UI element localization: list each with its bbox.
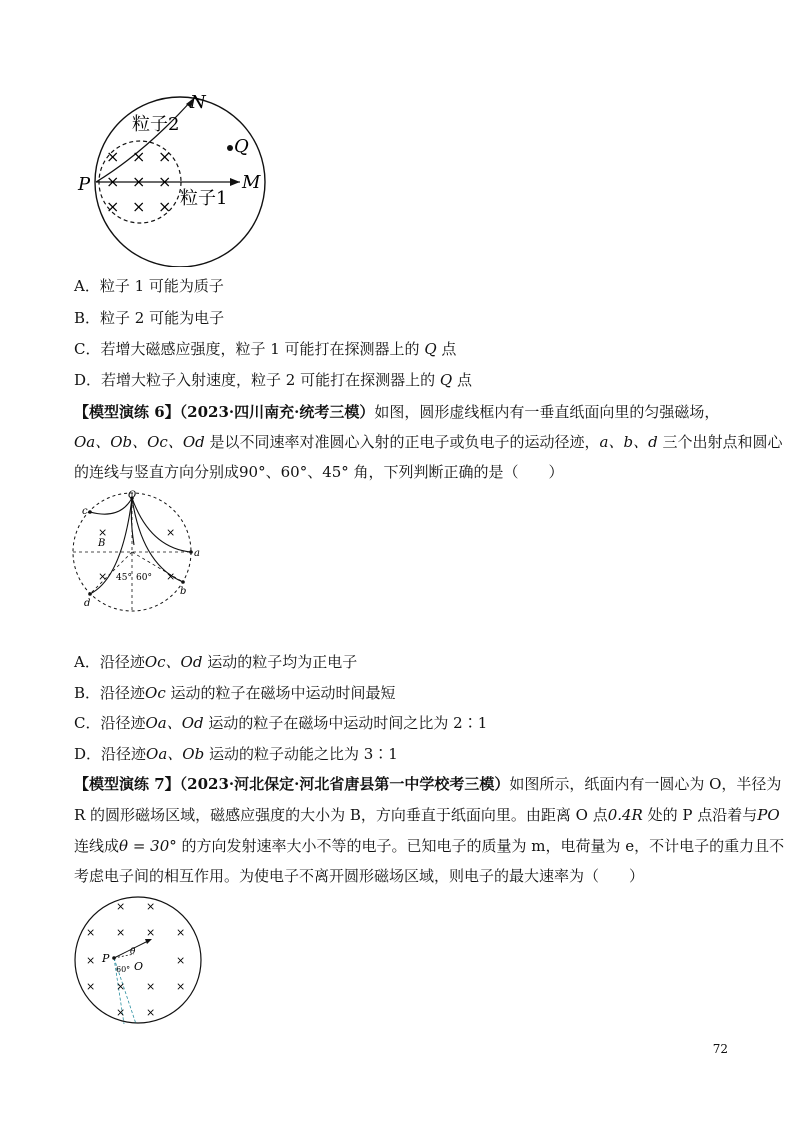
- q7-line3: 连线成θ = 30° 的方向发射速率大小不等的电子。已知电子的质量为 m，电荷量为 e，不计电子的重力且不: [74, 837, 785, 855]
- q5-option-a: A．粒子 1 可能为质子: [74, 277, 224, 295]
- label-M: M: [242, 172, 261, 193]
- svg-text:×: ×: [158, 172, 172, 191]
- q7-line2: R 的圆形磁场区域，磁感应强度的大小为 B，方向垂直于纸面向里。由距离 O 点0.4R 处的 P 点沿着与PO: [74, 806, 780, 824]
- svg-text:×: ×: [106, 147, 120, 166]
- svg-text:×: ×: [176, 980, 186, 993]
- label-particle2: 粒子2: [132, 114, 180, 135]
- svg-text:×: ×: [106, 197, 120, 216]
- svg-text:×: ×: [98, 526, 108, 539]
- q6-option-d: D．沿径迹Oa、Ob 运动的粒子动能之比为 3∶1: [74, 745, 398, 763]
- svg-text:O: O: [134, 960, 144, 973]
- q6-option-c: C．沿径迹Oa、Od 运动的粒子在磁场中运动时间之比为 2∶1: [74, 714, 488, 732]
- svg-text:d: d: [84, 598, 91, 609]
- svg-text:a: a: [194, 548, 200, 559]
- label-particle1: 粒子1: [180, 188, 228, 209]
- svg-text:P: P: [102, 952, 110, 965]
- svg-text:×: ×: [146, 1006, 156, 1019]
- svg-text:c: c: [82, 506, 88, 517]
- svg-text:×: ×: [98, 570, 108, 583]
- q7-line1: 【模型演练 7】（2023·河北保定·河北省唐县第一中学校考三模）如图所示，纸面内有一圆心为 O，半径为: [74, 775, 782, 793]
- svg-text:×: ×: [86, 926, 96, 939]
- q7-line4: 考虑电子间的相互作用。为使电子不离开圆形磁场区域，则电子的最大速率为（ ）: [74, 867, 645, 885]
- svg-text:b: b: [180, 586, 187, 597]
- svg-text:×: ×: [132, 172, 146, 191]
- q6-line1: 【模型演练 6】（2023·四川南充·统考三模）如图，圆形虚线框内有一垂直纸面向里的匀强磁场，: [74, 403, 720, 421]
- svg-text:×: ×: [86, 980, 96, 993]
- q5-option-d: D．若增大粒子入射速度，粒子 2 可能打在探测器上的 Q 点: [74, 371, 472, 389]
- svg-text:×: ×: [158, 197, 172, 216]
- page-number: 72: [712, 1042, 728, 1056]
- svg-text:×: ×: [158, 147, 172, 166]
- svg-text:×: ×: [116, 1006, 126, 1019]
- q6-line3: 的连线与竖直方向分别成90°、60°、45° 角，下列判断正确的是（ ）: [74, 463, 564, 481]
- svg-text:×: ×: [116, 900, 126, 913]
- svg-text:×: ×: [146, 900, 156, 913]
- q6-option-a: A．沿径迹Oc、Od 运动的粒子均为正电子: [74, 653, 358, 671]
- svg-text:×: ×: [166, 526, 176, 539]
- svg-text:60°: 60°: [116, 965, 131, 974]
- q5-option-c: C．若增大磁感应强度，粒子 1 可能打在探测器上的 Q 点: [74, 340, 457, 358]
- svg-text:×: ×: [146, 980, 156, 993]
- svg-text:×: ×: [106, 172, 120, 191]
- svg-text:θ: θ: [130, 947, 136, 957]
- figure-particle-detector: [70, 92, 280, 267]
- figure-circular-field: [72, 894, 204, 1026]
- svg-text:×: ×: [116, 980, 126, 993]
- svg-text:×: ×: [176, 954, 186, 967]
- q5-option-b: B．粒子 2 可能为电子: [74, 309, 225, 327]
- svg-text:B: B: [98, 538, 106, 549]
- svg-text:45°: 45°: [116, 573, 132, 583]
- label-N: N: [190, 92, 206, 113]
- svg-text:×: ×: [132, 197, 146, 216]
- q6-option-b: B．沿径迹Oc 运动的粒子在磁场中运动时间最短: [74, 684, 396, 702]
- figure-electron-paths: [70, 490, 210, 614]
- svg-text:×: ×: [86, 954, 96, 967]
- label-Q: Q: [234, 136, 249, 157]
- svg-text:×: ×: [146, 926, 156, 939]
- magnetic-field-crosses: [106, 147, 171, 216]
- svg-text:O: O: [128, 490, 137, 501]
- q6-line2: Oa、Ob、Oc、Od 是以不同速率对准圆心入射的正电子或负电子的运动径迹，a、b、d 三个出射点和圆心: [74, 433, 783, 451]
- label-P: P: [78, 174, 91, 195]
- svg-text:60°: 60°: [136, 573, 152, 583]
- svg-text:×: ×: [166, 570, 176, 583]
- svg-text:×: ×: [116, 926, 126, 939]
- svg-text:×: ×: [176, 926, 186, 939]
- svg-text:×: ×: [132, 147, 146, 166]
